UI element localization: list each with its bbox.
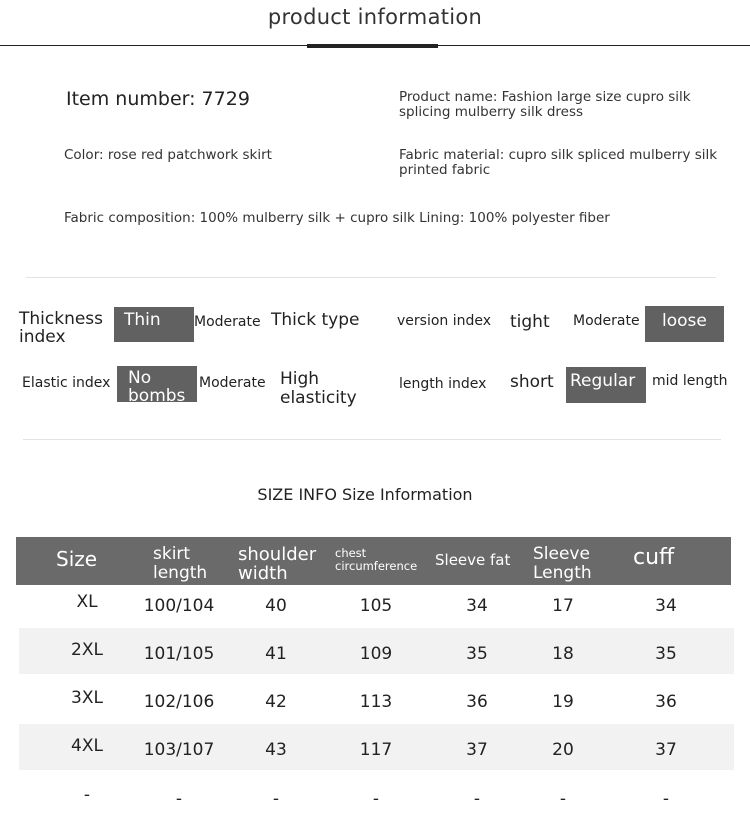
- thickness-option-thin: Thin: [114, 307, 194, 342]
- header-cuff: cuff: [633, 545, 675, 570]
- table-cell: 37: [655, 740, 677, 760]
- item-number: Item number: 7729: [66, 88, 250, 110]
- product-name: Product name: Fashion large size cupro silk splicing mulberry silk dress: [399, 89, 691, 120]
- table-cell: 101/105: [143, 644, 215, 664]
- table-cell: 2XL: [71, 640, 103, 660]
- table-cell: 102/106: [143, 692, 215, 712]
- version-index-label: version index: [397, 313, 492, 329]
- page-title: product information: [267, 5, 483, 29]
- elastic-option-moderate: Moderate: [199, 375, 266, 391]
- table-cell: 34: [655, 596, 677, 616]
- table-cell: 18: [552, 644, 574, 664]
- table-cell: 20: [552, 740, 574, 760]
- fabric-material: Fabric material: cupro silk spliced mulberry silk printed fabric: [399, 147, 718, 178]
- header-shoulder-width: shoulder width: [238, 544, 317, 584]
- table-cell: -: [372, 789, 380, 809]
- elastic-option-no-bombs: No bombs: [117, 366, 197, 402]
- table-cell: 43: [265, 740, 287, 760]
- version-option-tight: tight: [510, 312, 550, 332]
- header-size: Size: [56, 547, 98, 571]
- table-cell: 100/104: [143, 596, 215, 616]
- header-chest-circumference: chest circumference: [335, 546, 418, 573]
- section-divider: [23, 439, 721, 440]
- table-cell: 35: [466, 644, 488, 664]
- version-option-moderate: Moderate: [573, 313, 640, 329]
- fabric-composition: Fabric composition: 100% mulberry silk + cupro silk Lining: 100% polyester fiber: [64, 210, 610, 226]
- table-cell: 42: [265, 692, 287, 712]
- table-cell: 103/107: [143, 740, 215, 760]
- length-index-label: length index: [399, 376, 487, 392]
- table-cell: -: [662, 789, 670, 809]
- length-option-short: short: [510, 372, 554, 392]
- table-cell: 4XL: [71, 736, 103, 756]
- table-cell: -: [83, 785, 91, 805]
- length-option-regular: Regular: [566, 367, 646, 403]
- header-accent-bar: [307, 44, 438, 48]
- table-cell: 113: [359, 692, 393, 712]
- table-cell: -: [175, 789, 183, 809]
- table-cell: 109: [359, 644, 393, 664]
- header-sleeve-fat: Sleeve fat: [435, 551, 511, 569]
- table-cell: 36: [655, 692, 677, 712]
- product-color: Color: rose red patchwork skirt: [64, 147, 272, 163]
- elastic-index-label: Elastic index: [22, 375, 111, 391]
- header-skirt-length: skirt length: [153, 544, 208, 583]
- page-header: [0, 0, 750, 48]
- thickness-option-moderate: Moderate: [194, 314, 261, 330]
- elastic-option-high: High elasticity: [280, 369, 357, 408]
- table-cell: -: [473, 789, 481, 809]
- version-option-loose: loose: [645, 306, 724, 342]
- table-cell: 35: [655, 644, 677, 664]
- table-cell: -: [272, 789, 280, 809]
- table-cell: 19: [552, 692, 574, 712]
- table-cell: -: [559, 789, 567, 809]
- table-cell: 41: [265, 644, 287, 664]
- length-option-mid: mid length: [652, 373, 728, 389]
- section-divider: [26, 277, 716, 278]
- table-cell: 36: [466, 692, 488, 712]
- thickness-index-label: Thickness index: [19, 309, 104, 347]
- size-info-title: SIZE INFO Size Information: [257, 485, 473, 504]
- table-cell: 3XL: [71, 688, 103, 708]
- table-cell: 37: [466, 740, 488, 760]
- table-cell: XL: [76, 592, 98, 612]
- table-cell: 40: [265, 596, 287, 616]
- header-sleeve-length: Sleeve Length: [533, 544, 592, 583]
- table-cell: 105: [359, 596, 393, 616]
- table-cell: 117: [359, 740, 393, 760]
- table-cell: 34: [466, 596, 488, 616]
- table-cell: 17: [552, 596, 574, 616]
- thickness-option-thick: Thick type: [271, 310, 360, 330]
